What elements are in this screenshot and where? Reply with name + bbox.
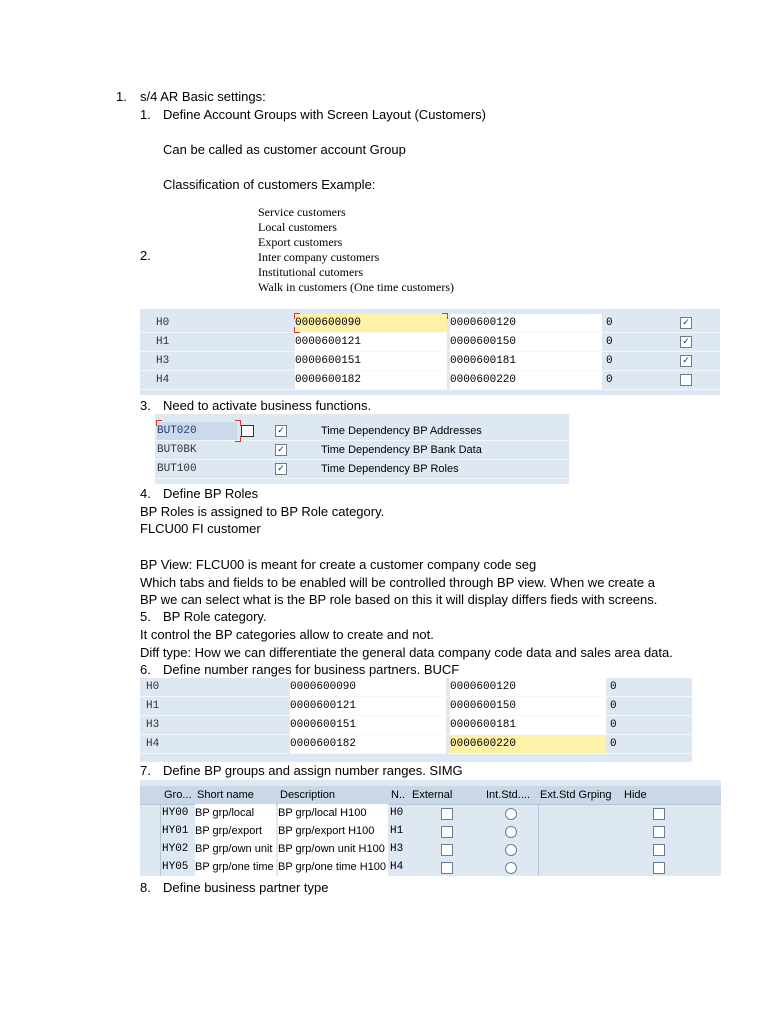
number-range-table — [140, 309, 720, 395]
range-status-cell: 0 — [610, 700, 617, 712]
table-row[interactable] — [155, 460, 569, 479]
range-id-cell: H3 — [146, 719, 160, 731]
step-heading: Define business partner type — [163, 880, 329, 895]
range-to-field[interactable]: 0000600150 — [450, 333, 602, 351]
column-header[interactable]: Short name — [197, 789, 254, 801]
range-from-field[interactable]: 0000600121 — [295, 333, 447, 351]
range-to-field[interactable]: 0000600120 — [450, 314, 602, 332]
range-from-field[interactable]: 0000600151 — [295, 352, 447, 370]
focus-marker — [294, 313, 300, 319]
column-header[interactable]: Ext.Std Grping — [540, 789, 612, 801]
list-number: 8. — [140, 880, 151, 895]
range-id-cell: H4 — [156, 374, 170, 386]
range-to-field[interactable]: 0000600220 — [450, 735, 606, 753]
column-header[interactable]: N.. — [391, 789, 406, 801]
paragraph: It control the BP categories allow to create and not. — [140, 627, 434, 642]
table-row[interactable] — [140, 735, 692, 754]
range-id-cell: H1 — [156, 336, 170, 348]
range-to-field[interactable]: 0000600120 — [450, 678, 606, 696]
list-number: 3. — [140, 398, 151, 413]
range-from-field[interactable]: 0000600090 — [290, 678, 446, 696]
paragraph: FLCU00 FI customer — [140, 521, 261, 536]
range-status-cell: 0 — [610, 719, 617, 731]
focus-marker — [442, 313, 448, 319]
range-from-field[interactable]: 0000600151 — [290, 716, 446, 734]
group-code-cell: HY00 — [162, 807, 189, 819]
list-number: 4. — [140, 486, 151, 501]
list-item: Institutional cutomers — [258, 265, 363, 279]
external-checkbox[interactable]: ✓ — [680, 317, 692, 329]
activate-checkbox[interactable]: ✓ — [275, 444, 287, 456]
range-from-field[interactable]: 0000600182 — [295, 371, 447, 389]
column-header[interactable]: Int.Std.... — [486, 789, 531, 801]
paragraph: Can be called as customer account Group — [163, 142, 406, 157]
range-id-cell: H4 — [146, 738, 160, 750]
step-heading: Define number ranges for business partners. BUCF — [163, 662, 460, 677]
range-id-cell: H0 — [146, 681, 160, 693]
range-to-field[interactable]: 0000600181 — [450, 352, 602, 370]
classification-list — [258, 205, 454, 295]
function-code-cell: BUT100 — [157, 463, 197, 475]
range-from-field[interactable]: 0000600121 — [290, 697, 446, 715]
column-header[interactable]: Hide — [624, 789, 647, 801]
activate-checkbox[interactable]: ✓ — [275, 463, 287, 475]
table-row[interactable] — [155, 422, 569, 441]
range-status-cell: 0 — [606, 317, 613, 329]
external-checkbox[interactable] — [680, 374, 692, 386]
range-id-cell: H0 — [156, 317, 170, 329]
short-name-field[interactable]: BP grp/own unit — [195, 840, 276, 858]
hide-checkbox[interactable] — [653, 844, 665, 856]
range-from-field[interactable]: 0000600182 — [290, 735, 446, 753]
description-field[interactable]: BP grp/one time H100 — [278, 858, 388, 876]
list-number: 7. — [140, 763, 151, 778]
hide-checkbox[interactable] — [653, 862, 665, 874]
list-number: 2. — [140, 248, 151, 263]
step-heading: Define BP groups and assign number ranges. SIMG — [163, 763, 463, 778]
int-std-radio[interactable] — [505, 808, 517, 820]
column-header[interactable]: External — [412, 789, 453, 801]
short-name-field[interactable]: BP grp/one time — [195, 858, 276, 876]
range-status-cell: 0 — [606, 355, 613, 367]
group-code-cell: HY01 — [162, 825, 189, 837]
paragraph: BP View: FLCU00 is meant for create a customer company code seg — [140, 557, 537, 572]
group-code-cell: HY02 — [162, 843, 189, 855]
number-range-cell: H1 — [390, 825, 404, 837]
external-checkbox[interactable] — [441, 844, 453, 856]
focus-marker — [156, 420, 162, 426]
function-code-cell: BUT0BK — [157, 444, 197, 456]
hide-checkbox[interactable] — [653, 826, 665, 838]
list-item: Local customers — [258, 220, 337, 234]
int-std-radio[interactable] — [505, 826, 517, 838]
list-item: Export customers — [258, 235, 343, 249]
external-checkbox[interactable] — [441, 862, 453, 874]
function-code-field[interactable]: BUT020 — [157, 422, 237, 440]
int-std-radio[interactable] — [505, 844, 517, 856]
table-row[interactable] — [140, 352, 720, 371]
range-from-field[interactable]: 0000600090 — [295, 314, 447, 332]
list-item: Service customers — [258, 205, 346, 219]
number-range-table-2 — [140, 678, 692, 762]
range-status-cell: 0 — [606, 374, 613, 386]
list-number: 6. — [140, 662, 151, 677]
table-row[interactable] — [140, 371, 720, 390]
range-to-field[interactable]: 0000600181 — [450, 716, 606, 734]
list-number: 1. — [116, 89, 127, 104]
hide-checkbox[interactable] — [653, 808, 665, 820]
short-name-field[interactable]: BP grp/local — [195, 804, 276, 822]
focus-marker — [294, 327, 300, 333]
table-row[interactable] — [140, 333, 720, 352]
description-field[interactable]: BP grp/local H100 — [278, 804, 388, 822]
focus-marker — [235, 420, 241, 426]
number-range-cell: H3 — [390, 843, 404, 855]
range-to-field[interactable]: 0000600220 — [450, 371, 602, 389]
range-status-cell: 0 — [610, 738, 617, 750]
list-number: 1. — [140, 107, 151, 122]
table-row[interactable] — [140, 716, 692, 735]
step-heading: Define BP Roles — [163, 486, 259, 501]
step-heading: Need to activate business functions. — [163, 398, 372, 413]
table-row[interactable] — [140, 822, 721, 840]
function-description: Time Dependency BP Addresses — [321, 425, 482, 437]
short-name-field[interactable]: BP grp/export — [195, 822, 276, 840]
business-function-table — [155, 414, 569, 484]
table-row[interactable] — [140, 840, 721, 858]
table-row[interactable] — [155, 441, 569, 460]
table-row[interactable] — [140, 804, 721, 822]
description-field[interactable]: BP grp/own unit H100 — [278, 840, 388, 858]
table-row[interactable] — [140, 697, 692, 716]
number-range-cell: H4 — [390, 861, 404, 873]
range-id-cell: H3 — [156, 355, 170, 367]
table-row[interactable] — [140, 314, 720, 333]
range-id-cell: H1 — [146, 700, 160, 712]
copy-icon[interactable] — [241, 425, 254, 437]
range-status-cell: 0 — [606, 336, 613, 348]
number-range-cell: H0 — [390, 807, 404, 819]
table-row[interactable] — [140, 678, 692, 697]
external-checkbox[interactable]: ✓ — [680, 336, 692, 348]
column-header[interactable]: Gro... — [164, 789, 192, 801]
range-status-cell: 0 — [610, 681, 617, 693]
paragraph: BP Roles is assigned to BP Role category. — [140, 504, 385, 519]
list-item: Inter company customers — [258, 250, 380, 264]
range-to-field[interactable]: 0000600150 — [450, 697, 606, 715]
int-std-radio[interactable] — [505, 862, 517, 874]
function-description: Time Dependency BP Bank Data — [321, 444, 482, 456]
external-checkbox[interactable]: ✓ — [680, 355, 692, 367]
list-item: Walk in customers (One time customers) — [258, 280, 454, 294]
section-heading: s/4 AR Basic settings: — [140, 89, 266, 104]
paragraph: Which tabs and fields to be enabled will be controlled through BP view. When we create a — [140, 575, 656, 590]
table-header — [140, 786, 721, 805]
description-field[interactable]: BP grp/export H100 — [278, 822, 388, 840]
step-heading: BP Role category. — [163, 609, 267, 624]
column-header[interactable]: Description — [280, 789, 336, 801]
step-heading: Define Account Groups with Screen Layout (Customers) — [163, 107, 486, 122]
paragraph: BP we can select what is the BP role based on this it will display differs fieds with screens. — [140, 592, 658, 607]
table-row[interactable] — [140, 858, 721, 876]
external-checkbox[interactable] — [441, 826, 453, 838]
bp-groups-table — [140, 780, 721, 876]
function-description: Time Dependency BP Roles — [321, 463, 459, 475]
focus-marker — [235, 436, 241, 442]
external-checkbox[interactable] — [441, 808, 453, 820]
list-number: 5. — [140, 609, 151, 624]
group-code-cell: HY05 — [162, 861, 189, 873]
paragraph: Classification of customers Example: — [163, 177, 376, 192]
paragraph: Diff type: How we can differentiate the general data company code data and sales area data. — [140, 645, 673, 660]
activate-checkbox[interactable]: ✓ — [275, 425, 287, 437]
